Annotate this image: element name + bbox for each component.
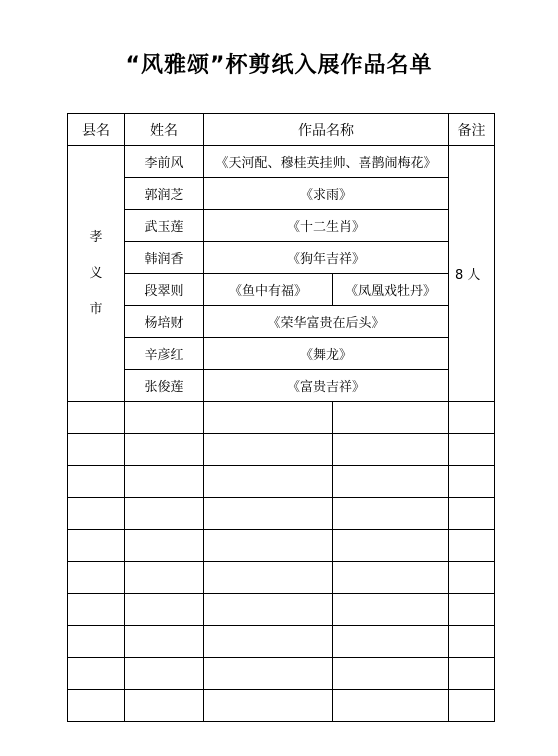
empty-cell: [68, 626, 125, 658]
empty-cell: [68, 530, 125, 562]
empty-row: [68, 466, 495, 498]
empty-cell: [333, 690, 449, 722]
empty-cell: [125, 562, 204, 594]
artist-name: 武玉莲: [125, 210, 204, 242]
table-row: [68, 178, 495, 210]
empty-cell: [125, 402, 204, 434]
work-title: 《荣华富贵在后头》: [204, 306, 449, 338]
empty-cell: [333, 434, 449, 466]
work-title-second: 《凤凰戏牡丹》: [333, 274, 449, 306]
empty-cell: [204, 530, 333, 562]
county-char: 孝: [89, 229, 103, 245]
empty-cell: [125, 690, 204, 722]
empty-cell: [125, 594, 204, 626]
empty-cell: [449, 434, 495, 466]
work-title: 《求雨》: [204, 178, 449, 210]
empty-cell: [68, 466, 125, 498]
empty-cell: [204, 594, 333, 626]
artist-name: 辛彦红: [125, 338, 204, 370]
table-row: [68, 370, 495, 402]
empty-cell: [125, 466, 204, 498]
empty-row: [68, 530, 495, 562]
empty-cell: [449, 498, 495, 530]
empty-cell: [333, 402, 449, 434]
empty-cell: [449, 466, 495, 498]
empty-cell: [333, 466, 449, 498]
header-notes: 备注: [449, 114, 495, 146]
empty-cell: [449, 594, 495, 626]
table-row: [68, 146, 495, 178]
empty-cell: [449, 562, 495, 594]
empty-rows: [68, 402, 495, 722]
work-title: 《十二生肖》: [204, 210, 449, 242]
header-name: 姓名: [125, 114, 204, 146]
empty-cell: [204, 466, 333, 498]
empty-cell: [68, 594, 125, 626]
empty-cell: [204, 402, 333, 434]
empty-cell: [125, 658, 204, 690]
header-row: [68, 114, 495, 146]
empty-row: [68, 562, 495, 594]
work-title: 《鱼中有福》: [204, 274, 333, 306]
empty-cell: [68, 562, 125, 594]
empty-cell: [125, 530, 204, 562]
artist-name: 张俊莲: [125, 370, 204, 402]
table-row: [68, 338, 495, 370]
header-county: 县名: [68, 114, 125, 146]
artist-name: 韩润香: [125, 242, 204, 274]
empty-cell: [333, 626, 449, 658]
work-title: 《舞龙》: [204, 338, 449, 370]
work-title: 《富贵吉祥》: [204, 370, 449, 402]
empty-cell: [333, 530, 449, 562]
empty-cell: [68, 402, 125, 434]
empty-cell: [449, 626, 495, 658]
county-char: 义: [89, 265, 103, 281]
empty-cell: [204, 690, 333, 722]
table-row: [68, 306, 495, 338]
empty-cell: [333, 498, 449, 530]
empty-row: [68, 434, 495, 466]
empty-cell: [449, 402, 495, 434]
empty-cell: [68, 690, 125, 722]
empty-cell: [449, 658, 495, 690]
empty-cell: [449, 530, 495, 562]
roster-table: [67, 113, 495, 722]
table-row: [68, 242, 495, 274]
empty-row: [68, 626, 495, 658]
empty-cell: [125, 434, 204, 466]
empty-row: [68, 690, 495, 722]
empty-cell: [333, 562, 449, 594]
empty-cell: [68, 434, 125, 466]
empty-cell: [204, 562, 333, 594]
empty-cell: [125, 626, 204, 658]
work-title: 《狗年吉祥》: [204, 242, 449, 274]
artist-name: 郭润芝: [125, 178, 204, 210]
table-row: [68, 210, 495, 242]
empty-row: [68, 658, 495, 690]
empty-cell: [204, 658, 333, 690]
empty-cell: [333, 658, 449, 690]
empty-cell: [68, 658, 125, 690]
county-char: 市: [89, 301, 103, 317]
note-cell: 8 人: [449, 146, 495, 402]
empty-cell: [204, 434, 333, 466]
empty-row: [68, 498, 495, 530]
artist-name: 段翠则: [125, 274, 204, 306]
artist-name: 杨培财: [125, 306, 204, 338]
empty-cell: [204, 626, 333, 658]
empty-cell: [449, 690, 495, 722]
header-works: 作品名称: [204, 114, 449, 146]
table-row: [68, 274, 495, 306]
empty-row: [68, 594, 495, 626]
work-title: 《天河配、穆桂英挂帅、喜鹊闹梅花》: [204, 146, 449, 178]
empty-cell: [204, 498, 333, 530]
empty-cell: [125, 498, 204, 530]
empty-cell: [333, 594, 449, 626]
artist-name: 李前风: [125, 146, 204, 178]
document-title: “风雅颂”杯剪纸入展作品名单: [125, 53, 433, 78]
empty-cell: [68, 498, 125, 530]
county-cell: [68, 146, 125, 402]
empty-row: [68, 402, 495, 434]
